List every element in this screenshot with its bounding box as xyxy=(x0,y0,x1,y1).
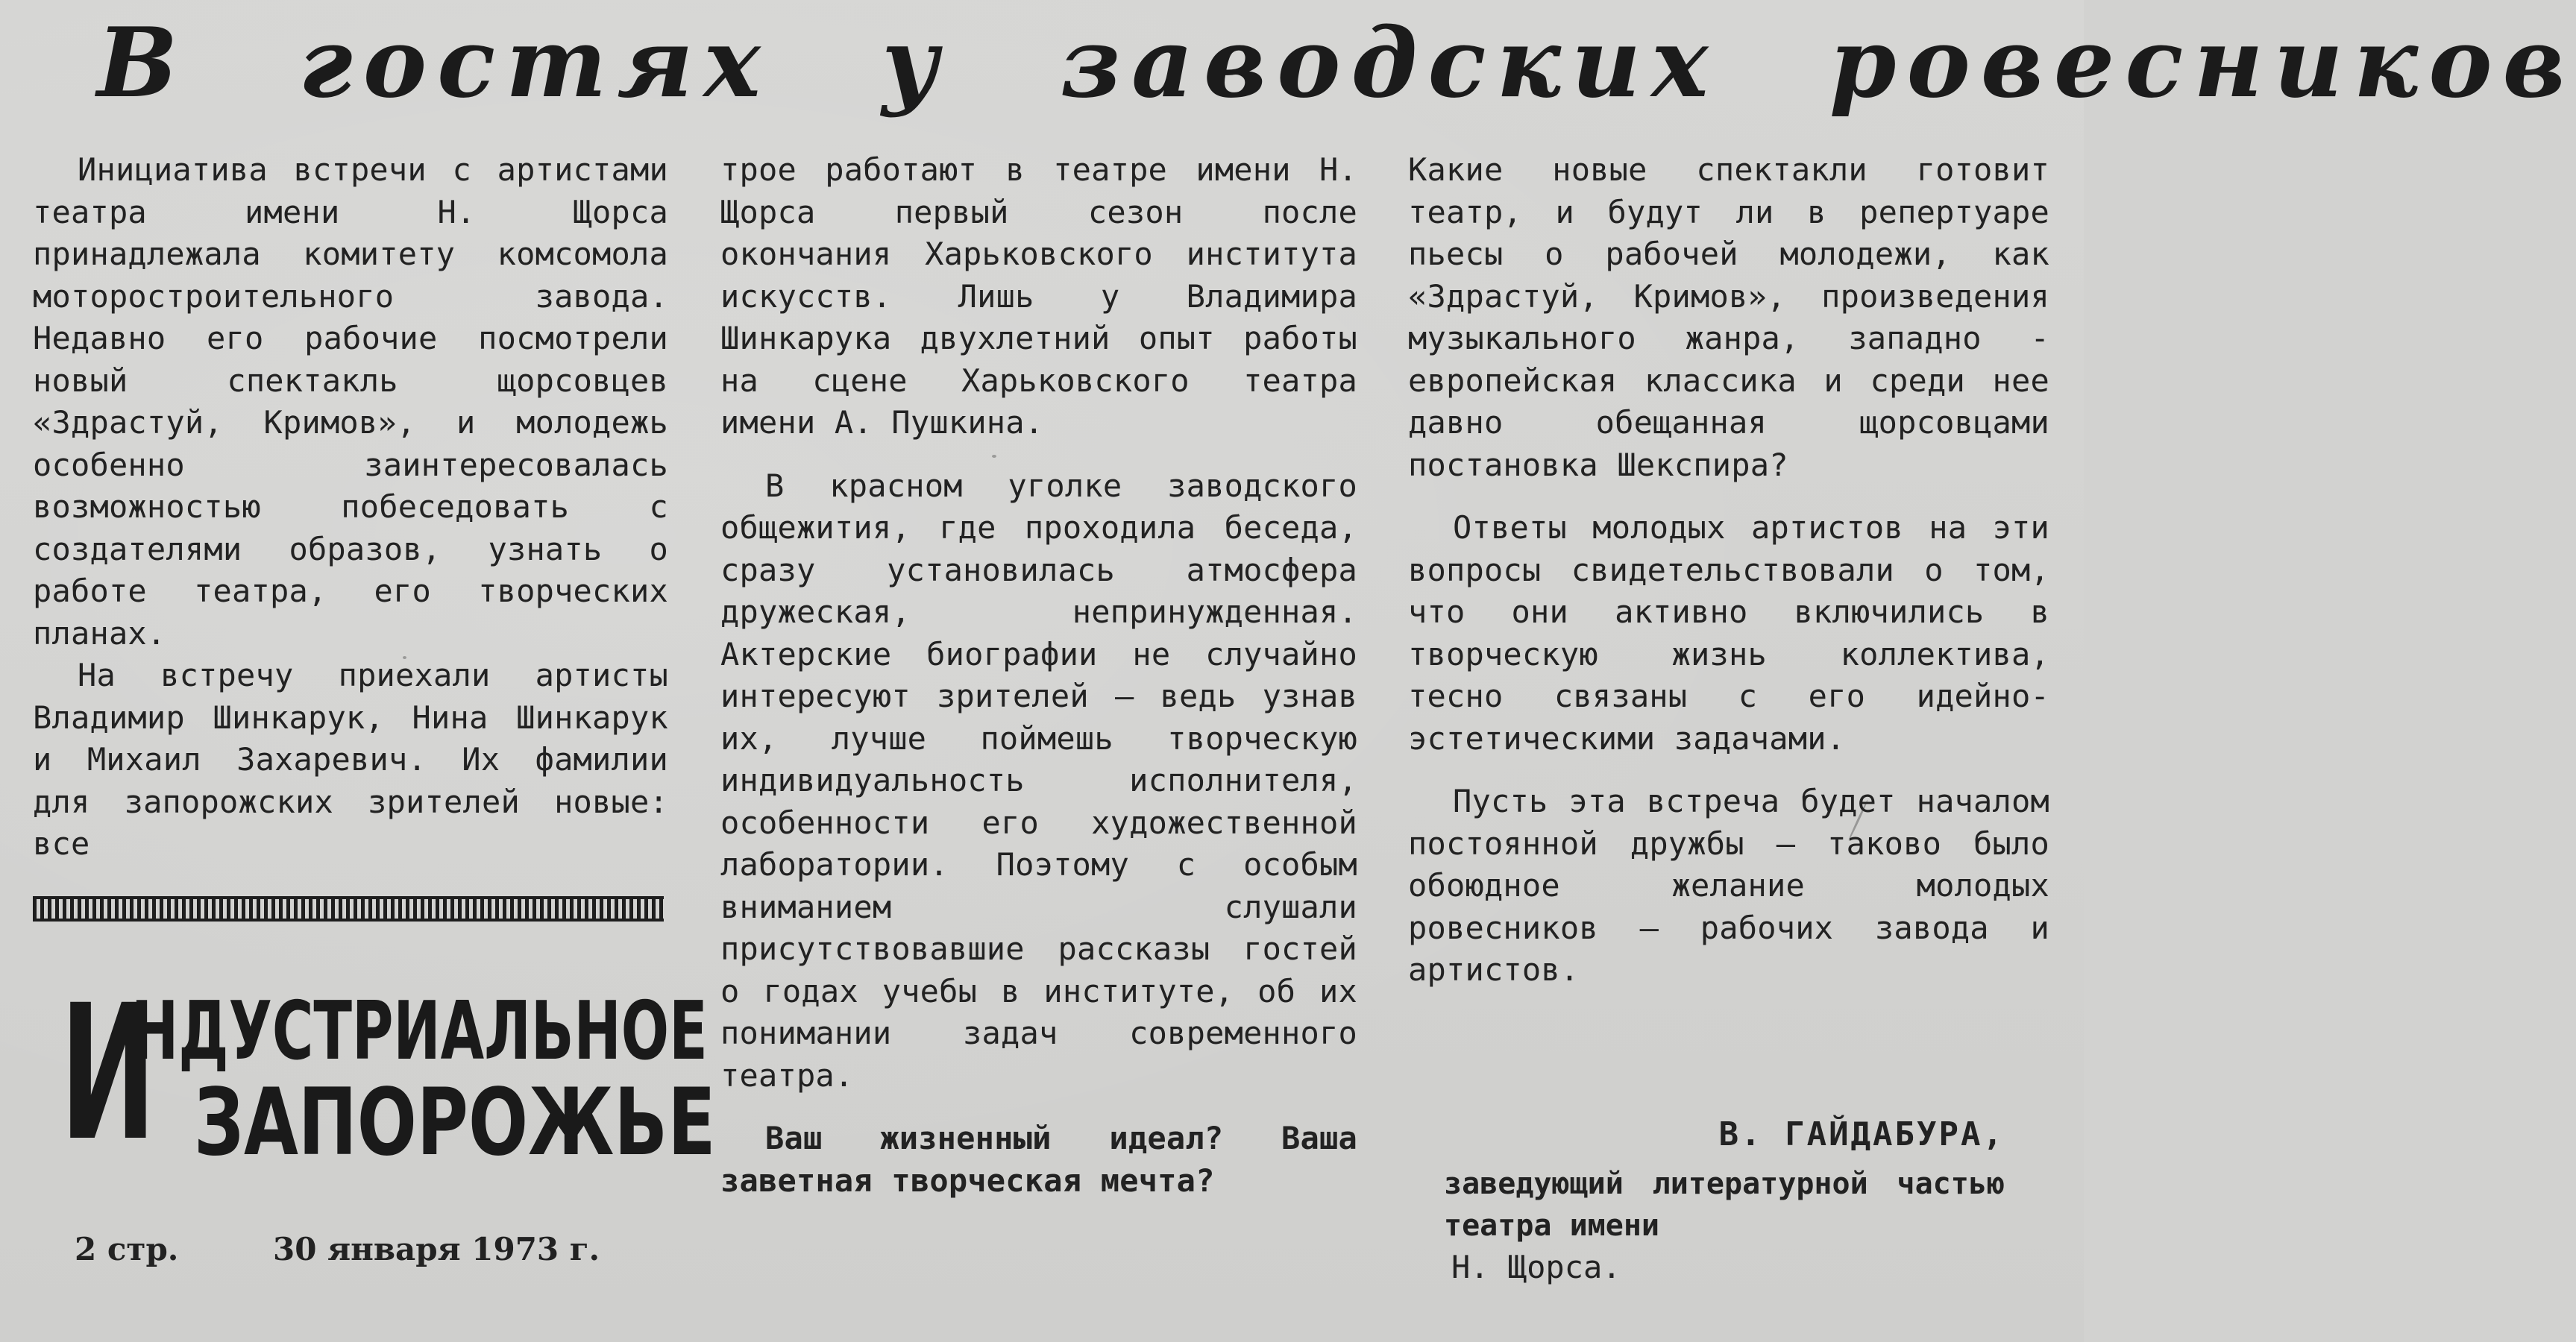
paragraph: Ваш жизненный идеал? Ваша заветная творческая мечта? xyxy=(720,1120,1357,1199)
newspaper-masthead xyxy=(60,965,716,1182)
article-headline: В гостях у заводских ровесников xyxy=(97,7,2576,119)
author-role: заведующий литературной частью театра имени xyxy=(1444,1167,2005,1243)
print-speck xyxy=(403,656,406,659)
masthead-line-1: НДУСТРИАЛЬНОЕ xyxy=(131,985,708,1078)
masthead-initial: И xyxy=(60,965,157,1182)
issue-date: 30 января 1973 г. xyxy=(273,1231,600,1267)
paragraph: Какие новые спектакли готовит театр, и будут ли в репертуаре пьесы о рабочей молодежи, как «Здрастуй, Кримов», произведения музыкального жанра, западно - европейская классика и среди нее давно обещанная щорсовцами постановка Шекспира? xyxy=(1408,151,2049,483)
article-column-3 xyxy=(1408,149,2049,992)
article-column-1 xyxy=(33,149,668,866)
author-name: В. ГАЙДАБУРА, xyxy=(1718,1115,2005,1153)
paragraph: Пусть эта встреча будет началом постоянной дружбы — таково было обоюдное желание молодых ровесников — рабочих завода и артистов. xyxy=(1408,783,2049,988)
paragraph: Ответы молодых артистов на эти вопросы свидетельствовали о том, что они активно включились в творческую жизнь коллектива, тесно связаны с его идейно-эстетическими задачами. xyxy=(1408,509,2049,757)
decorative-rule xyxy=(33,896,664,922)
paragraph: трое работают в театре имени Н. Щорса первый сезон после окончания Харьковского института искусств. Лишь у Владимира Шинкарука двухлетний опыт работы на сцене Харьковского театра имени А. Пушкина. xyxy=(720,151,1357,441)
print-speck xyxy=(992,455,996,458)
paragraph: В красном уголке заводского общежития, где проходила беседа, сразу установилась атмосфера дружеская, непринужденная. Актерские биографии не случайно интересуют зрителей — ведь узнав их, лучше поймешь творческую индивидуальность исполнителя, особенности его художественной лаборатории. Поэтому с особым вниманием слушали присутствовавшие рассказы гостей о годах учебы в институте, об их понимании задач современного театра. xyxy=(720,467,1357,1094)
article-column-2 xyxy=(720,149,1357,1202)
paragraph: На встречу приехали артисты Владимир Шинкарук, Нина Шинкарук и Михаил Захаревич. Их фамилии для запорожских зрителей новые: все xyxy=(33,657,668,862)
author-role-end: Н. Щорса. xyxy=(1451,1249,1621,1285)
masthead-line-2: ЗАПОРОЖЬЕ xyxy=(194,1069,716,1176)
paragraph: Инициатива встречи с артистами театра имени Н. Щорса принадлежала комитету комсомола моторостроительного завода. Недавно его рабочие посмотрели новый спектакль щорсовцев «Здрастуй, Кримов», и молодежь особенно заинтересовалась возможностью побеседовать с создателями образов, узнать о работе театра, его творческих планах. xyxy=(33,151,668,652)
page-number: 2 стр. xyxy=(75,1231,179,1267)
author-signature xyxy=(1444,1112,2005,1288)
